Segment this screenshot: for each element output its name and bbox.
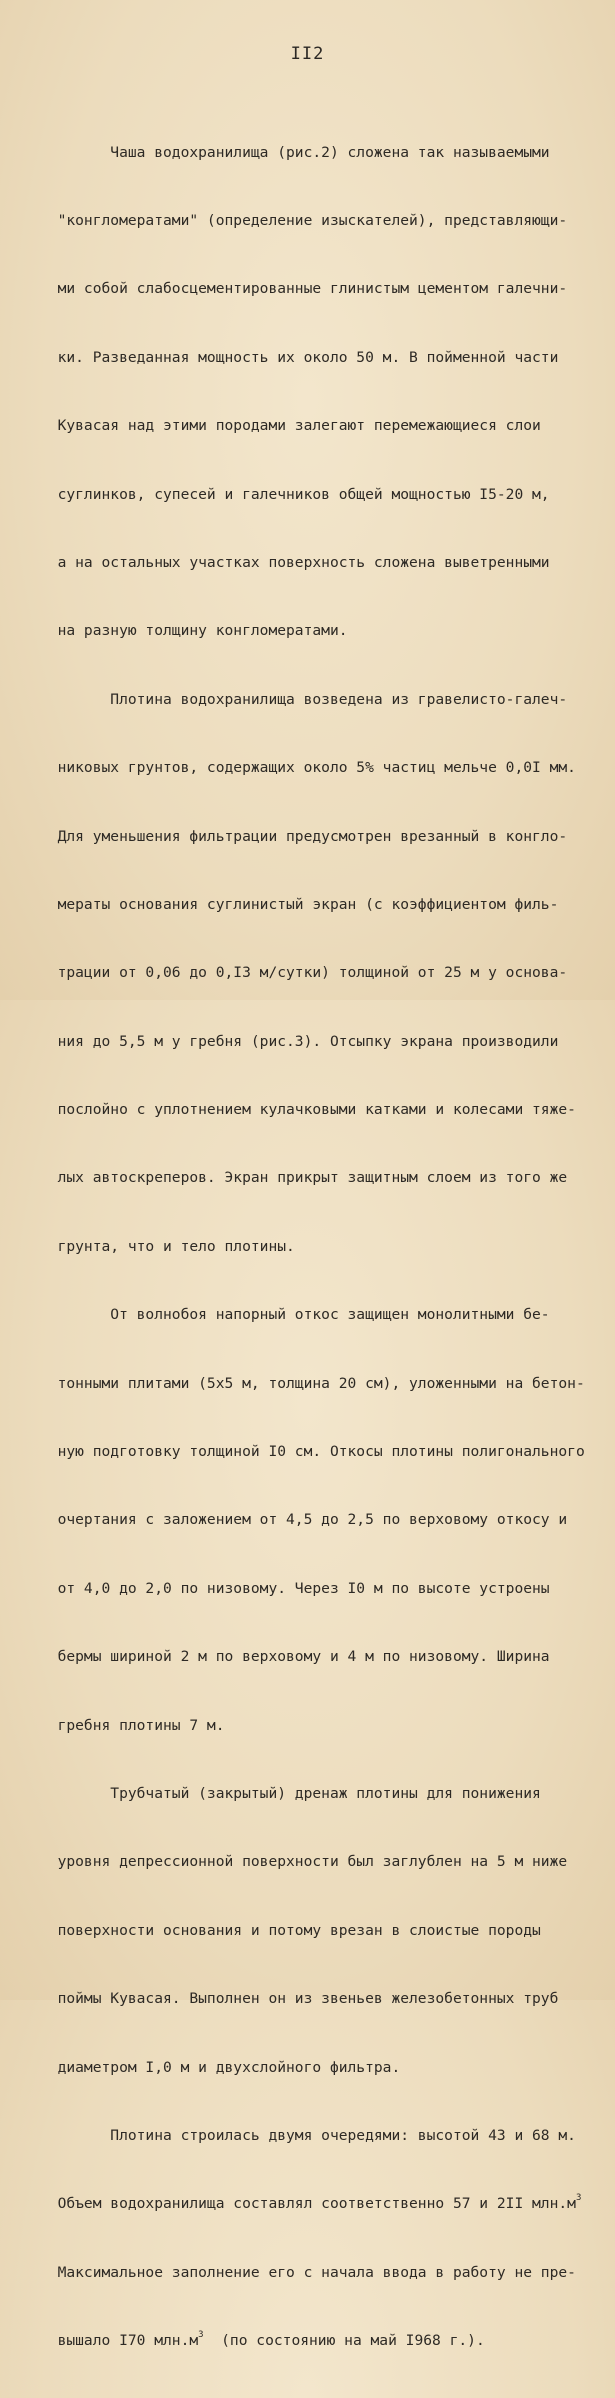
text-line: Для уменьшения фильтрации предусмотрен врезанный в конгло- — [40, 827, 568, 845]
text-line: послойно с уплотнением кулачковыми катками и колесами тяже- — [40, 1101, 576, 1119]
text-line: Максимальное заполнение его с начала ввода в работу не пре- — [40, 2263, 576, 2281]
body-text — [40, 96, 600, 2398]
text-line: ми собой слабосцементированные глинистым цементом галечни- — [40, 280, 568, 298]
text-line: поверхности основания и потому врезан в слоистые породы — [40, 1921, 541, 1939]
text-line: "конгломератами" (определение изыскателей), представляющи- — [40, 211, 568, 229]
text-line: От волнобоя напорный откос защищен монолитными бе- — [40, 1306, 550, 1324]
text-line: ную подготовку толщиной І0 см. Откосы плотины полигонального — [40, 1443, 585, 1461]
text-line: Трубчатый (закрытый) дренаж плотины для понижения — [40, 1784, 541, 1802]
text-fragment: вышало І70 млн.м — [40, 2332, 199, 2350]
text-line: диаметром І,0 м и двухслойного фильтра. — [40, 2058, 401, 2076]
text-line — [40, 2330, 600, 2353]
text-line: мераты основания суглинистый экран (с коэффициентом филь- — [40, 895, 559, 913]
text-line: тонными плитами (5х5 м, толщина 20 см), уложенными на бетон- — [40, 1374, 585, 1392]
text-line: суглинков, супесей и галечников общей мощностью І5-20 м, — [40, 485, 550, 503]
text-line: трации от 0,06 до 0,І3 м/сутки) толщиной от 25 м у основа- — [40, 964, 568, 982]
text-line: уровня депрессионной поверхности был заглублен на 5 м ниже — [40, 1853, 568, 1871]
text-fragment: (по состоянию на май І968 г.). — [203, 2332, 485, 2350]
text-line: очертания с заложением от 4,5 до 2,5 по верховому откосу и — [40, 1511, 568, 1529]
superscript: 3 — [198, 2330, 204, 2341]
text-line: грунта, что и тело плотины. — [40, 1237, 295, 1255]
text-line: Плотина строилась двумя очередями: высотой 43 и 68 м. — [40, 2126, 576, 2144]
text-line — [40, 2193, 600, 2216]
text-line: Чаша водохранилища (рис.2) сложена так называемыми — [40, 143, 550, 161]
text-fragment: Объем водохранилища составлял соответственно 57 и 2ІІ млн.м — [40, 2195, 576, 2213]
text-line: ния до 5,5 м у гребня (рис.3). Отсыпку экрана производили — [40, 1032, 559, 1050]
superscript: 3 — [575, 2193, 582, 2204]
page-number: ІІ2 — [290, 44, 325, 64]
text-line: Кувасая над этими породами залегают перемежающиеся слои — [40, 417, 541, 435]
text-line: а на остальных участках поверхность сложена выветренными — [40, 553, 550, 571]
text-line: гребня плотины 7 м. — [40, 1716, 225, 1734]
text-line: на разную толщину конгломератами. — [40, 622, 348, 640]
text-line: ки. Разведанная мощность их около 50 м. В пойменной части — [40, 348, 559, 366]
text-line: лых автоскреперов. Экран прикрыт защитным слоем из того же — [40, 1169, 568, 1187]
text-line: от 4,0 до 2,0 по низовому. Через І0 м по высоте устроены — [40, 1579, 550, 1597]
text-line: Плотина водохранилища возведена из гравелисто-галеч- — [40, 690, 568, 708]
text-line: бермы шириной 2 м по верховому и 4 м по низовому. Ширина — [40, 1648, 550, 1666]
text-line: поймы Кувасая. Выполнен он из звеньев железобетонных труб — [40, 1990, 559, 2008]
text-line: никовых грунтов, содержащих около 5% частиц мельче 0,0І мм. — [40, 759, 576, 777]
